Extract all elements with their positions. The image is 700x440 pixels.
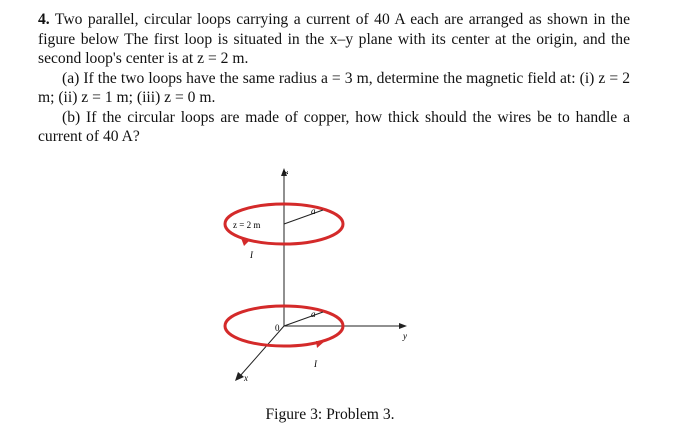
upper-current-label: I [250,250,253,260]
upper-radius-label: a [311,206,316,216]
x-axis [240,326,284,376]
lower-current-label: I [314,359,317,369]
y-axis-label: y [403,331,407,341]
lower-current-arrow [316,341,325,348]
loops-figure [200,158,440,398]
lower-radius-line [284,312,323,326]
z-axis-label: z [280,170,290,174]
problem-part-a: (a) If the two loops have the same radius a = 3 m, determine the magnetic field at: (i) z = 2 m; (ii) z = 1 m; (iii) z = 0 m. [38,69,630,106]
problem-number: 4. [38,11,50,28]
x-axis-label: x [244,373,248,383]
lower-radius-label: a [311,309,316,319]
upper-height-label: z = 2 m [233,220,261,230]
origin-label: 0 [275,323,280,333]
problem-text [38,10,630,147]
problem-intro [38,10,630,69]
figure-caption: Figure 3: Problem 3. [265,406,395,423]
upper-radius-line [284,210,323,224]
problem-intro-text: Two parallel, circular loops carrying a current of 40 A each are arranged as shown in the figure below The first loop is situated in the x–y plane with its center at the origin, and the second loop's center is at z = 2 m. [38,11,630,67]
problem-part-b: (b) If the circular loops are made of copper, how thick should the wires be to handle a current of 40 A? [38,108,630,145]
y-axis-arrowhead [399,323,407,329]
